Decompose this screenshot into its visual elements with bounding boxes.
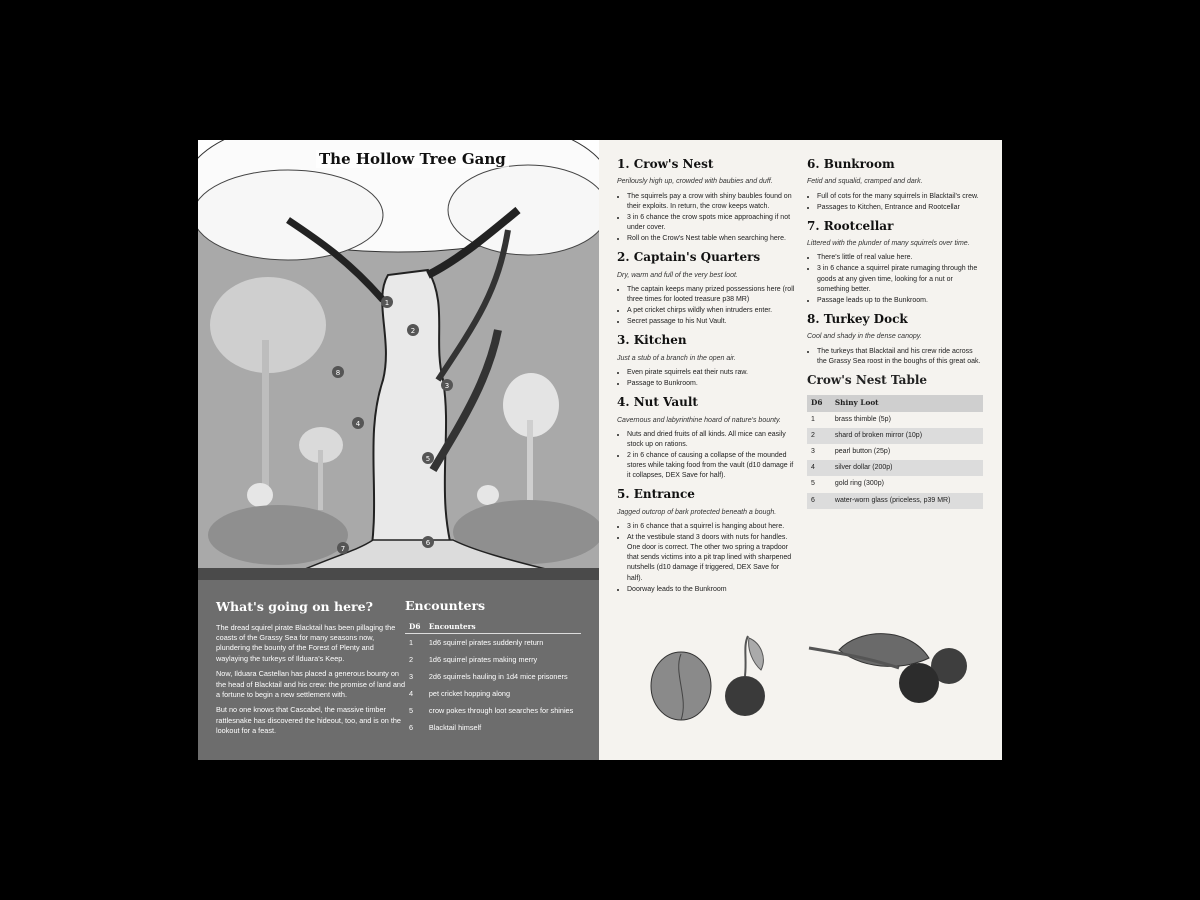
row-text: crow pokes through loot searches for shinies [428,706,574,715]
room-entrance [617,486,795,595]
hollow-tree-illustration [198,140,599,580]
row-number: 2 [807,428,831,444]
room-desc: Dry, warm and full of the very best loot. [617,271,738,279]
crows-nest-table-section [807,372,983,509]
row-text: pearl button (25p) [834,448,891,456]
room-bullet: • Passages to Kitchen, Entrance and Rootcellar [817,203,983,213]
room-desc: Perilously high up, crowded with baubies and duff. [617,178,773,186]
room-desc: Cavernous and labyrinthine hoard of nature's bounty. [617,416,781,424]
room-desc: Just a stub of a branch in the open air. [617,354,736,362]
room-bullet: • Secret passage to his Nut Vault. [627,317,795,327]
room-bullet: • Roll on the Crow's Nest table when searching here. [627,234,795,244]
row-text: shard of broken mirror (10p) [831,428,983,444]
room-nut-vault [617,394,795,481]
room-bullet: • Passage to Bunkroom. [627,379,795,389]
room-desc: Littered with the plunder of many squirrels over time. [807,240,970,248]
row-text: 1d6 squirrel pirates suddenly return [428,638,544,647]
row-text: water-worn glass (priceless, p39 MR) [831,493,983,509]
right-page [599,140,1002,760]
room-title: 6. Bunkroom [807,157,895,171]
row-number: 5 [409,706,414,715]
svg-text:1: 1 [384,299,390,307]
table-row [807,428,983,444]
berries-leaf-illustration [799,628,979,713]
loot-col-name: Shiny Loot [831,395,983,412]
art-title: The Hollow Tree Gang [316,150,509,168]
svg-text:7: 7 [340,545,346,553]
table-row [807,493,983,509]
table-row [807,444,983,460]
table-row [807,460,983,476]
room-bullet: • Full of cots for the many squirrels in Blacktail's crew. [817,192,983,202]
row-text: 2d6 squirrels hauling in 1d4 mice prisoners [428,672,568,681]
walnut-cherry-illustration [643,628,783,733]
crows-nest-table-heading: Crow's Nest Table [807,372,928,387]
encounters-col-name: Encounters [425,620,581,634]
row-number: 4 [409,689,414,698]
row-number: 3 [409,672,414,681]
room-bullet: • The captain keeps many prized possessions here (roll three times for looted treasure p38 MR) [627,285,795,305]
row-text: brass thimble (5p) [834,415,891,423]
room-title: 2. Captain's Quarters [617,250,761,265]
room-column-2 [807,156,983,509]
room-rootcellar [807,218,983,306]
table-row [405,651,581,668]
encounters-col-die: D6 [405,620,425,634]
table-row [405,634,581,652]
row-text: pet cricket hopping along [428,689,511,698]
row-number: 1 [409,638,414,647]
room-title: 1. Crow's Nest [617,157,714,171]
row-text: Blacktail himself [428,723,482,732]
svg-text:6: 6 [425,539,431,547]
room-bullet: • 3 in 6 chance a squirrel pirate rumaging through the goods at any given time, looking for a nut or something better. [817,264,983,294]
room-title: 8. Turkey Dock [807,312,908,327]
svg-text:2: 2 [410,327,416,335]
room-desc: Jagged outcrop of bark protected beneath a bough. [617,508,777,516]
room-bullet: • Passage leads up to the Bunkroom. [817,296,983,306]
room-bullet: • 2 in 6 chance of causing a collapse of the mounded stores while taking food from the vault (d10 damage if it collapses, DEX Save for half). [627,451,795,481]
svg-text:5: 5 [425,455,431,463]
room-bullet: • There's little of real value here. [817,253,983,263]
wg-paragraph: The dread squirel pirate Blacktail has been pillaging the coasts of the Grassy Sea for many seasons now, plundering the bounty of the Forest of Plenty and waylaying the turkeys of Ilduara's Keep. [216,622,396,663]
room-bullet: • Doorway leads to the Bunkroom [627,585,795,595]
book-spread [198,140,1002,760]
loot-col-die: D6 [807,395,831,412]
room-bullet: • 3 in 6 chance the crow spots mice approaching if not under cover. [627,213,795,233]
room-turkey-dock [807,311,983,367]
row-number: 2 [409,655,414,664]
room-title: 3. Kitchen [617,333,687,348]
wg-paragraph: Now, Ilduara Castellan has placed a generous bounty on the head of Blacktail and his crew: the promise of land and a fortune to begin a new settlement with. [216,669,406,699]
room-bunkroom [807,156,983,213]
table-row [405,719,581,736]
room-column-1 [617,156,795,600]
encounters-section [405,598,581,736]
svg-text:3: 3 [444,382,450,390]
encounters-heading: Encounters [405,598,486,613]
row-number: 3 [811,448,815,456]
table-row [807,476,983,492]
row-number: 1 [811,415,815,423]
row-number: 5 [811,480,815,488]
room-title: 5. Entrance [617,487,695,502]
row-number: 4 [807,460,831,476]
room-desc: Cool and shady in the dense canopy. [807,333,922,341]
room-desc: Fetid and squalid, cramped and dark. [807,178,923,186]
room-bullet: • Even pirate squirrels eat their nuts raw. [627,368,795,378]
row-text: silver dollar (200p) [831,460,983,476]
left-info-panel [198,580,599,760]
room-bullet: • 3 in 6 chance that a squirrel is hanging about here. [627,522,795,532]
crows-nest-table [807,395,983,508]
table-row [807,412,983,428]
room-bullet: • The squirrels pay a crow with shiny baubles found on their exploits. In return, the crow keeps watch. [627,192,795,212]
row-number: 6 [409,723,414,732]
room-bullet: • A pet cricket chirps wildly when intruders enter. [627,306,795,316]
room-bullet: • The turkeys that Blacktail and his crew ride across the Grassy Sea roost in the boughs of this great oak. [817,347,983,367]
table-row [405,685,581,702]
room-kitchen [617,332,795,389]
room-crows-nest [617,156,795,244]
room-bullet: • At the vestibule stand 3 doors with nuts for handles. One door is correct. The other two spring a trapdoor that sends victims into a pit trap lined with sharpened nutshells (d10 damage if triggered, DEX Save for half). [627,533,795,584]
whats-going-on-section [216,598,406,741]
left-page [198,140,599,760]
room-captains-quarters [617,249,795,327]
room-title: 4. Nut Vault [617,395,698,410]
svg-text:4: 4 [355,420,361,428]
svg-text:8: 8 [335,369,341,377]
wg-paragraph: But no one knows that Cascabel, the massive timber rattlesnake has discovered the hideout, too, and is on the lookout for a feast. [216,705,401,735]
room-bullet: • Nuts and dried fruits of all kinds. All mice can easily stock up on rations. [627,430,795,450]
encounters-table [405,620,581,736]
row-text: gold ring (300p) [834,480,884,488]
room-title: 7. Rootcellar [807,218,894,233]
row-number: 6 [807,493,831,509]
whats-going-on-heading: What's going on here? [216,599,373,614]
table-row [405,668,581,685]
row-text: 1d6 squirrel pirates making merry [428,655,538,664]
table-row [405,702,581,719]
